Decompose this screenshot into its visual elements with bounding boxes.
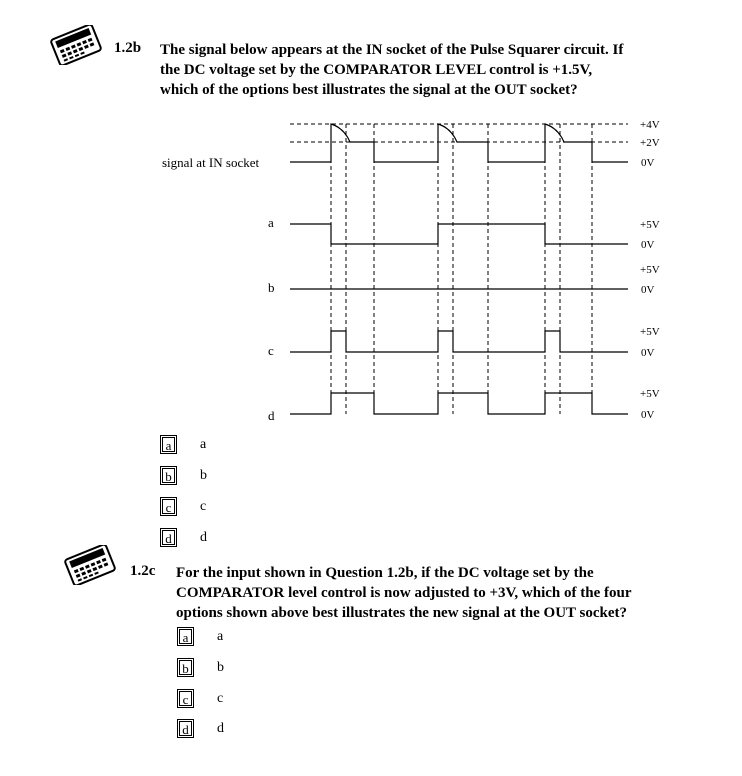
- question-line: COMPARATOR level control is now adjusted to +3V, which of the four: [176, 585, 632, 601]
- option-checkbox-c[interactable]: c: [162, 499, 175, 514]
- question-number: 1.2c: [130, 563, 156, 579]
- in-signal-trace: [290, 124, 628, 162]
- trace-d: [290, 393, 628, 414]
- row-d-hi: +5V: [640, 388, 660, 400]
- trace-c: [290, 331, 628, 352]
- in-label: signal at IN socket: [162, 155, 260, 170]
- option-label-c: c: [217, 691, 224, 706]
- option-label-b: b: [200, 468, 207, 483]
- row-b-hi: +5V: [640, 264, 660, 276]
- row-label-b: b: [268, 280, 275, 295]
- question-line: the DC voltage set by the COMPARATOR LEVEL control is +1.5V,: [160, 62, 593, 78]
- option-label-d: d: [200, 530, 207, 545]
- timing-guides: [331, 124, 592, 414]
- question-line: For the input shown in Question 1.2b, if the DC voltage set by the: [176, 565, 594, 581]
- row-label-a: a: [268, 215, 274, 230]
- option-checkbox-a[interactable]: a: [179, 629, 192, 644]
- option-checkbox-b[interactable]: b: [162, 468, 175, 483]
- option-checkbox-d[interactable]: d: [179, 721, 192, 736]
- question-line: which of the options best illustrates the signal at the OUT socket?: [160, 82, 578, 98]
- option-label-a: a: [200, 437, 207, 452]
- option-label-a: a: [217, 629, 224, 644]
- option-checkbox-d[interactable]: d: [162, 530, 175, 545]
- question-line: The signal below appears at the IN socket of the Pulse Squarer circuit. If: [160, 42, 624, 58]
- row-c-hi: +5V: [640, 326, 660, 338]
- trace-a: [290, 224, 628, 244]
- row-b-lo: 0V: [641, 284, 655, 296]
- question-line: options shown above best illustrates the new signal at the OUT socket?: [176, 605, 628, 621]
- option-label-b: b: [217, 660, 224, 675]
- option-label-c: c: [200, 499, 207, 514]
- row-label-c: c: [268, 343, 274, 358]
- in-level-0v: 0V: [641, 157, 655, 169]
- in-level-2v: +2V: [640, 137, 660, 149]
- option-checkbox-a[interactable]: a: [162, 437, 175, 452]
- row-a-lo: 0V: [641, 239, 655, 251]
- in-level-4v: +4V: [640, 119, 660, 131]
- row-a-hi: +5V: [640, 219, 660, 231]
- option-checkbox-c[interactable]: c: [179, 691, 192, 706]
- question-number: 1.2b: [114, 40, 142, 56]
- row-d-lo: 0V: [641, 409, 655, 421]
- row-label-d: d: [268, 408, 275, 423]
- question-text: [176, 563, 680, 623]
- row-c-lo: 0V: [641, 347, 655, 359]
- option-checkbox-b[interactable]: b: [179, 660, 192, 675]
- option-label-d: d: [217, 721, 224, 736]
- calculator-icon: [62, 545, 118, 585]
